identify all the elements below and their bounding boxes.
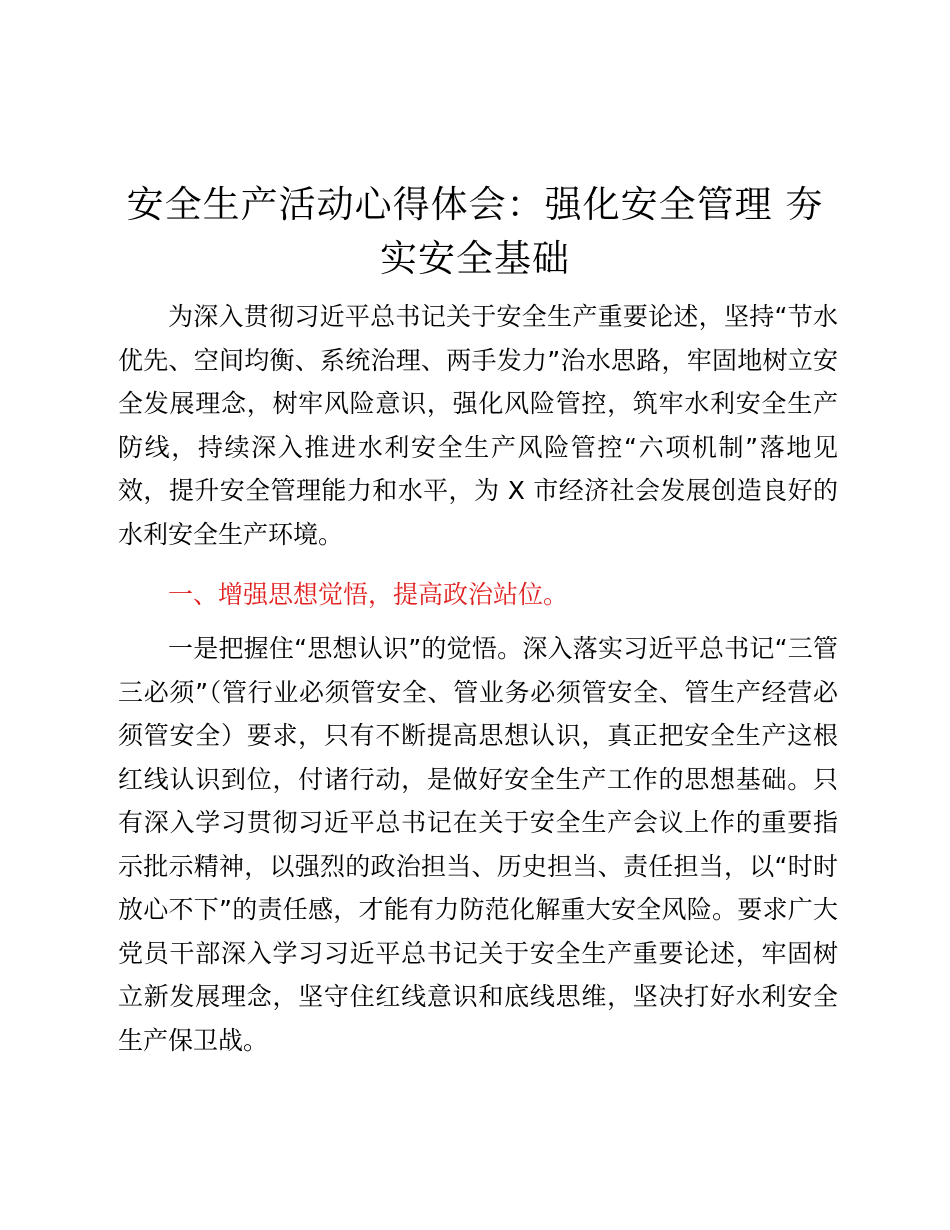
section-heading: 一、增强思想觉悟，提高政治站位。 (168, 580, 569, 609)
document-title: 安全生产活动心得体会：强化安全管理 夯实安全基础 (126, 183, 824, 280)
paragraph-section-1: 一是把握住“思想认识”的觉悟。深入落实习近平总书记“三管三必须”（管行业必须管安全、管业务必须管安全、管生产经营必须管安全）要求，只有不断提高思想认识，真正把安全生产这根红线认识到位，付诸行动，是做好安全生产工作的思想基础。只有深入学习贯彻习近平总书记在关于安全生产会议上作的重要指示批示精神，以强烈的政治担当、历史担当、责任担当，以“时时放心不下”的责任感，才能有力防范化解重大安全风险。要求广大党员干部深入学习习近平总书记关于安全生产重要论述，牢固树立新发展理念，坚守住红线意识和底线思维，坚决打好水利安全生产保卫战。 (118, 634, 838, 1055)
paragraph-intro: 为深入贯彻习近平总书记关于安全生产重要论述，坚持“节水优先、空间均衡、系统治理、两手发力”治水思路，牢固地树立安全发展理念，树牢风险意识，强化风险管控，筑牢水利安全生产防线，持续深入推进水利安全生产风险管控“六项机制”落地见效，提升安全管理能力和水平，为 X 市经济社会发展创造良好的水利安全生产环境。 (118, 302, 838, 549)
